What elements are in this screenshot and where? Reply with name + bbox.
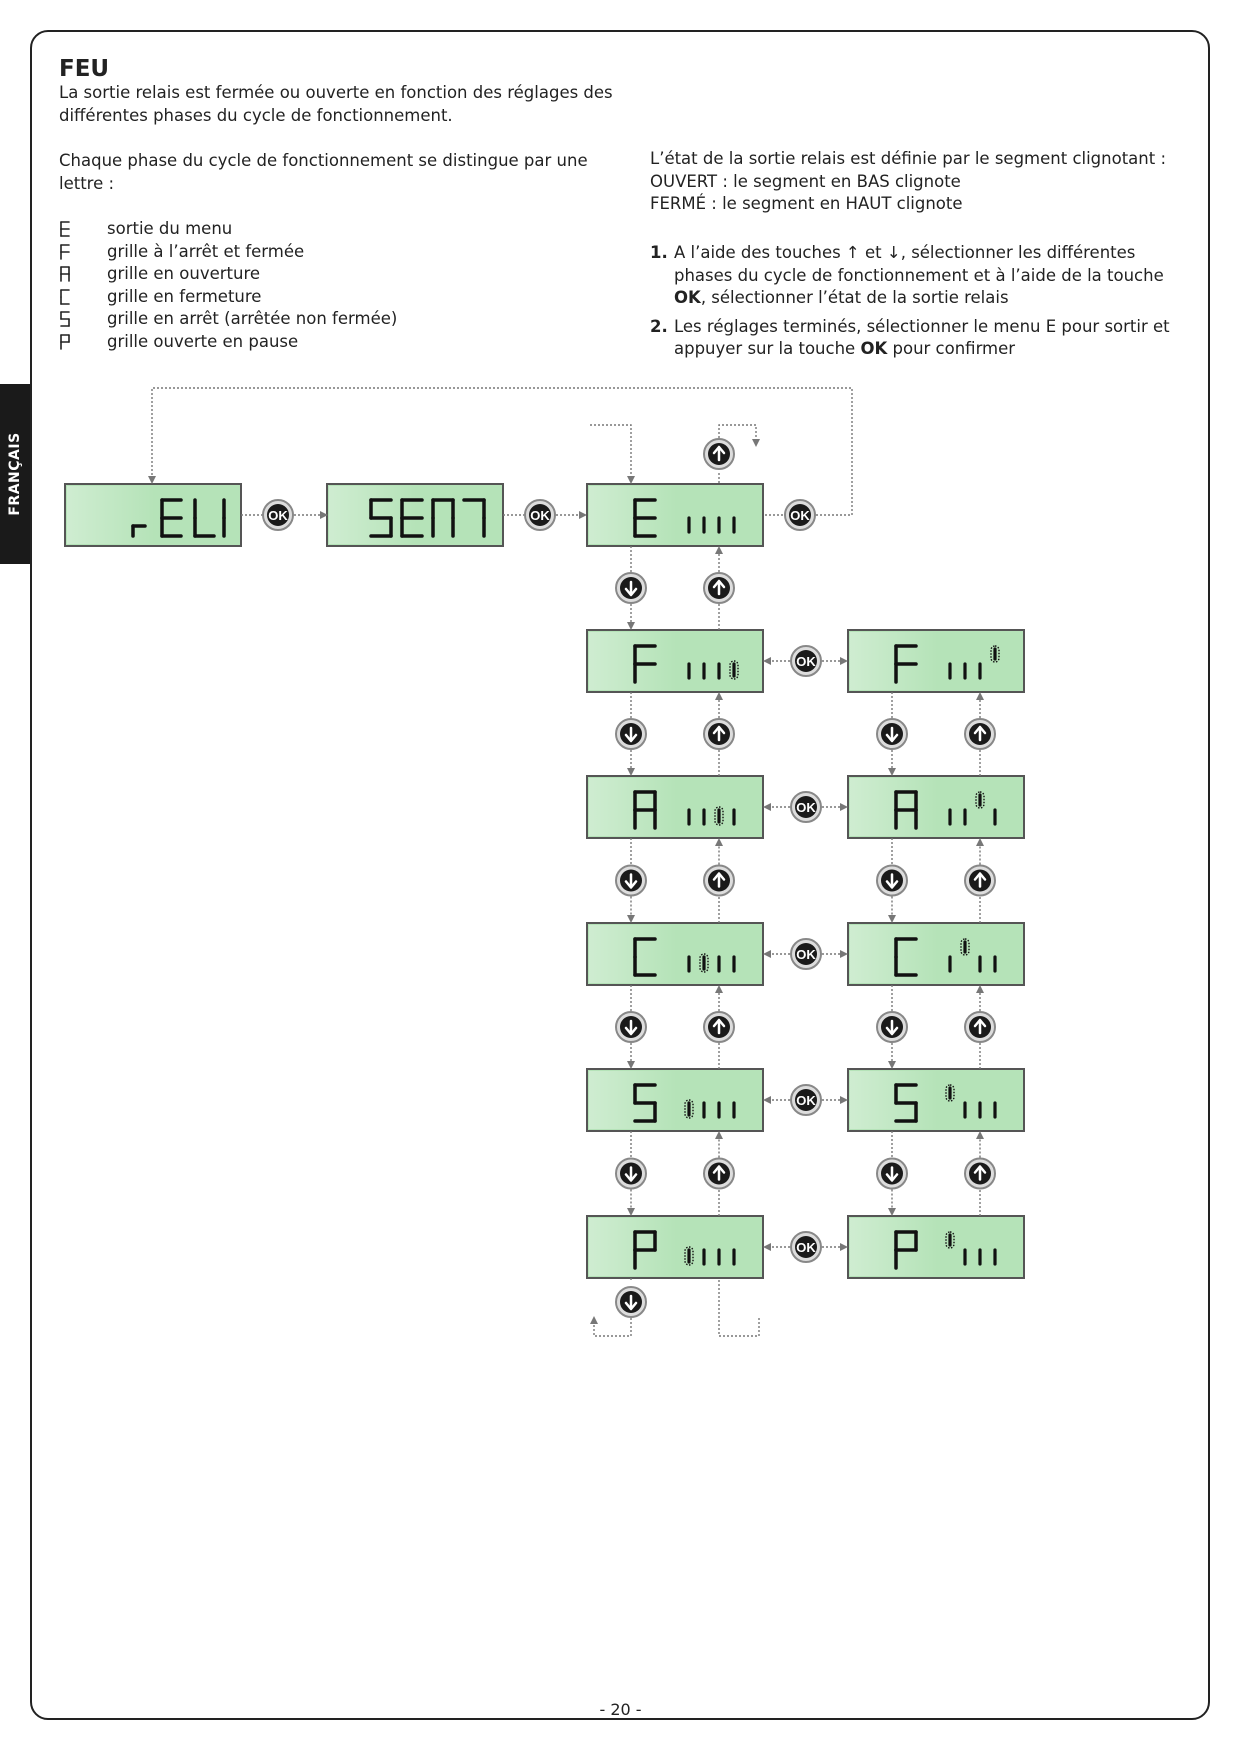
lcd-display-reli: [65, 484, 241, 546]
arrow-down-button-icon: [877, 1012, 907, 1042]
section-title: FEU: [59, 56, 110, 82]
arrow-up-button-icon: [704, 1159, 734, 1189]
relay-state-text: L’état de la sortie relais est définie par le segment clignotant : OUVERT : le segment en BAS clignote FERMÉ : le segment en HAUT clignote: [650, 149, 1167, 213]
arrow-up-button-icon: [965, 866, 995, 896]
arrow-down-button-icon: [877, 866, 907, 896]
lcd-display-sem7: [327, 484, 503, 546]
lcd-display-f-set: [848, 630, 1024, 692]
arrow-up-button-icon: [965, 1159, 995, 1189]
arrow-down-button-icon: [877, 719, 907, 749]
arrow-up-button-icon: [965, 719, 995, 749]
arrow-up-button-icon: [704, 866, 734, 896]
ok-button-label: OK: [268, 508, 288, 523]
lcd-display-f: [587, 630, 763, 692]
arrow-up-button-icon: [704, 1012, 734, 1042]
ok-button-label: OK: [796, 1093, 816, 1108]
ok-button-label: OK: [796, 654, 816, 669]
wrap-connector: [590, 425, 631, 482]
legend-description: grille en fermeture: [107, 286, 262, 306]
step-text: , sélectionner l’état de la sortie relais: [700, 288, 1009, 307]
arrow-up-button-icon: [965, 1012, 995, 1042]
ok-button-icon: [785, 500, 815, 530]
lcd-display-e: [587, 484, 763, 546]
arrow-up-button-icon: [704, 719, 734, 749]
lcd-display-s: [587, 1069, 763, 1131]
key-name: OK: [674, 288, 701, 307]
intro-text: La sortie relais est fermée ou ouverte en fonction des réglages des différentes phases du cycle de fonctionnement.: [59, 83, 613, 125]
page-number: - 20 -: [599, 1700, 642, 1719]
ok-button-label: OK: [790, 508, 810, 523]
step-text: Les réglages terminés, sélectionner le menu E pour sortir et appuyer sur la touche: [674, 316, 1170, 358]
wrap-connector: [719, 1280, 759, 1336]
key-name: OK: [860, 339, 888, 358]
legend-description: grille ouverte en pause: [107, 331, 299, 351]
legend-description: sortie du menu: [107, 219, 233, 238]
lcd-display-s-set: [848, 1069, 1024, 1131]
lcd-display-a-set: [848, 776, 1024, 838]
ok-button-icon: [791, 939, 821, 969]
step-number: 2.: [650, 316, 668, 336]
arrow-down-button-icon: [616, 866, 646, 896]
arrow-down-button-icon: [616, 1012, 646, 1042]
legend-description: grille en arrêt (arrêtée non fermée): [107, 309, 398, 329]
lcd-display-c: [587, 923, 763, 985]
wrap-connector: [594, 1318, 631, 1336]
lcd-display-p-set: [848, 1216, 1024, 1278]
ok-button-icon: [263, 500, 293, 530]
arrow-up-button-icon: [704, 439, 734, 469]
step-text: pour confirmer: [887, 339, 1016, 358]
arrow-down-button-icon: [616, 1287, 646, 1317]
ok-button-label: OK: [796, 1240, 816, 1255]
arrow-down-button-icon: [616, 1159, 646, 1189]
ok-button-icon: [791, 646, 821, 676]
lcd-display-a: [587, 776, 763, 838]
ok-button-label: OK: [530, 508, 550, 523]
ok-button-icon: [791, 792, 821, 822]
step-number: 1.: [650, 243, 668, 262]
phase-intro: Chaque phase du cycle de fonctionnement se distingue par une lettre :: [59, 151, 588, 193]
arrow-up-button-icon: [704, 573, 734, 603]
language-label: FRANÇAIS: [7, 432, 23, 516]
ok-button-icon: [791, 1085, 821, 1115]
legend-description: grille en ouverture: [107, 264, 261, 284]
arrow-down-button-icon: [616, 719, 646, 749]
legend-description: grille à l’arrêt et fermée: [107, 241, 305, 261]
ok-button-icon: [791, 1232, 821, 1262]
ok-button-label: OK: [796, 947, 816, 962]
ok-button-icon: [525, 500, 555, 530]
lcd-display-p: [587, 1216, 763, 1278]
lcd-display-c-set: [848, 923, 1024, 985]
arrow-down-button-icon: [877, 1159, 907, 1189]
ok-button-label: OK: [796, 800, 816, 815]
step-text: A l’aide des touches ↑ et ↓, sélectionner les différentes phases du cycle de fonctionnement et à l’aide de la touche: [674, 243, 1164, 285]
arrow-down-button-icon: [616, 573, 646, 603]
